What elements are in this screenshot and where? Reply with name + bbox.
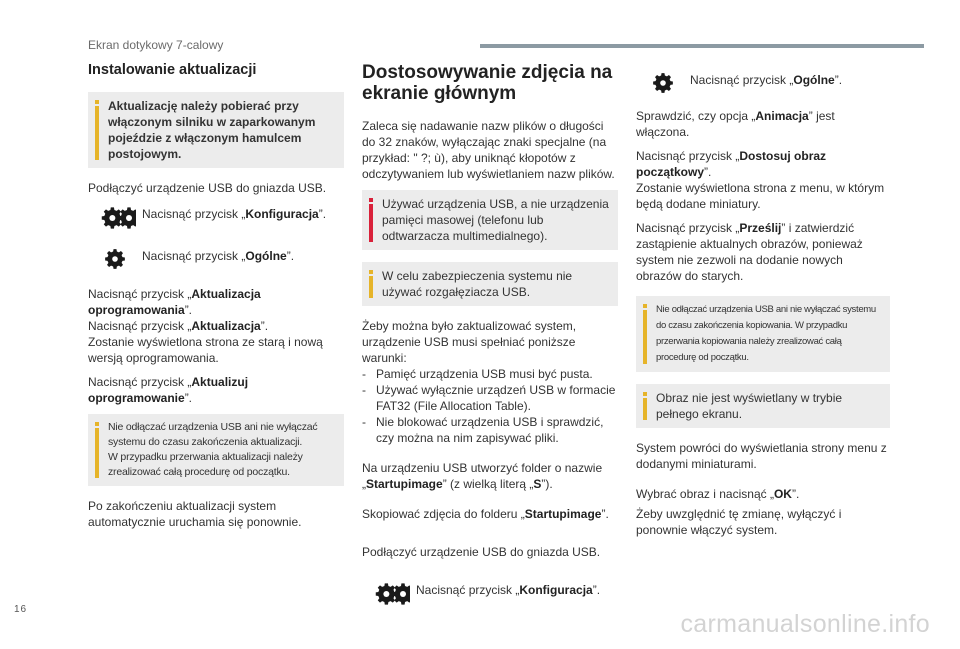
paragraph: Skopiować zdjęcia do folderu „Startupimage”. [362, 507, 609, 521]
paragraph: Podłączyć urządzenie USB do gniazda USB. [88, 181, 327, 195]
info-marker-icon [643, 392, 647, 396]
column-customize-image [362, 62, 618, 622]
paragraph: Na urządzeniu USB utworzyć folder o nazwie „Startupimage” (z wielką literą „S”). [362, 461, 603, 491]
watermark: carmanualsonline.info [680, 610, 930, 638]
info-marker-icon [95, 100, 99, 104]
paragraph: System powróci do wyświetlania strony menu z dodanymi miniaturami. [636, 441, 887, 471]
page-number: 16 [14, 604, 28, 615]
paragraph: Nacisnąć przycisk „Prześlij” i zatwierdzić zastąpienie aktualnych obrazów, ponieważ system nie zezwoli na dodanie nowych obrazów do starych. [636, 221, 863, 283]
column-install-update [88, 62, 344, 538]
list-item: - Nie blokować urządzenia USB i sprawdzić, czy można na nim zapisywać pliki. [362, 414, 618, 446]
paragraph: Nacisnąć przycisk „Aktualizuj oprogramowanie”. [88, 375, 249, 405]
paragraph: Sprawdzić, czy opcja „Animacja” jest włączona. [636, 109, 835, 139]
section-title: Ekran dotykowy 7-calowy [88, 38, 224, 52]
paragraph: Żeby uwzględnić tę zmianę, wyłączyć i ponownie włączyć system. [636, 507, 842, 537]
settings-double-gear-icon [88, 204, 142, 232]
list-item: - Używać wyłącznie urządzeń USB w formacie FAT32 (File Allocation Table). [362, 382, 618, 414]
requirements-list [362, 366, 618, 446]
paragraph: Po zakończeniu aktualizacji system automatycznie uruchamia się ponownie. [88, 499, 302, 529]
paragraph: Wybrać obraz i nacisnąć „OK”. [636, 487, 800, 501]
paragraph: Nacisnąć przycisk „Aktualizacja”. [88, 319, 269, 333]
list-item: - Pamięć urządzenia USB musi być pusta. [362, 366, 618, 382]
button-name-ogolne: Ogólne [245, 249, 287, 263]
paragraph: Podłączyć urządzenie USB do gniazda USB. [362, 545, 601, 559]
info-note-engine: Aktualizację należy pobierać przy włączonym silniku w zaparkowanym pojeździe z włączonym hamulcem postojowym. [88, 92, 344, 168]
paragraph: Zostanie wyświetlona strona ze starą i nową wersją oprogramowania. [88, 335, 323, 365]
warning-note-usb: Używać urządzenia USB, a nie urządzenia pamięci masowej (telefonu lub odtwarzacza multimedialnego). [362, 190, 618, 250]
paragraph: Zaleca się nadawanie nazw plików o długości do 32 znaków, wyłączając znaki specjalne (na przykład: " ?; ù), aby uniknąć kłopotów z odczytywaniem lub wyświetlaniem nazw plików. [362, 119, 615, 181]
settings-gear-icon [88, 246, 142, 272]
settings-double-gear-icon [362, 580, 416, 608]
info-note-hub: W celu zabezpieczenia systemu nie używać rozgałęziacza USB. [362, 262, 618, 306]
step-general: Nacisnąć przycisk „Ogólne”. [636, 70, 890, 96]
paragraph: Zostanie wyświetlona strona z menu, w którym będą dodane miniatury. [636, 181, 885, 211]
settings-gear-icon [636, 70, 690, 96]
paragraph: Żeby można było zaktualizować system, urządzenie USB musi spełniać poniższe warunki: [362, 319, 577, 365]
info-marker-icon [369, 270, 373, 274]
step-general: Nacisnąć przycisk „Ogólne”. [88, 246, 344, 272]
warning-marker-icon [369, 198, 373, 202]
button-name-ogolne: Ogólne [793, 73, 835, 87]
paragraph: Nacisnąć przycisk „Aktualizacja oprogramowania”. [88, 287, 261, 317]
button-name-konfiguracja: Konfiguracja [245, 207, 319, 221]
header-rule [480, 44, 924, 48]
paragraph: Nacisnąć przycisk „Dostosuj obraz początkowy”. [636, 149, 827, 179]
step-configuration: Nacisnąć przycisk „Konfiguracja”. [88, 204, 344, 232]
section-heading-install: Instalowanie aktualizacji [88, 62, 257, 78]
info-marker-icon [643, 304, 647, 308]
button-name-konfiguracja: Konfiguracja [519, 583, 593, 597]
step-configuration: Nacisnąć przycisk „Konfiguracja”. [362, 580, 618, 608]
section-heading-customize: Dostosowywanie zdjęcia na ekranie głównym [362, 62, 613, 104]
info-marker-icon [95, 422, 99, 426]
info-note-do-not-disconnect: Nie odłączać urządzenia USB ani nie wyłączać systemu do czasu zakończenia aktualizacji. W przypadku przerwania aktualizacji należy zrealizować całą procedurę od początku. [88, 414, 344, 486]
info-note-copying: Nie odłączać urządzenia USB ani nie wyłączać systemu do czasu zakończenia kopiowania. W przypadku przerwania kopiowania należy zrealizować całą procedurę od początku. [636, 296, 890, 372]
column-customize-steps [636, 62, 890, 546]
info-note-fullscreen: Obraz nie jest wyświetlany w trybie pełnego ekranu. [636, 384, 890, 428]
